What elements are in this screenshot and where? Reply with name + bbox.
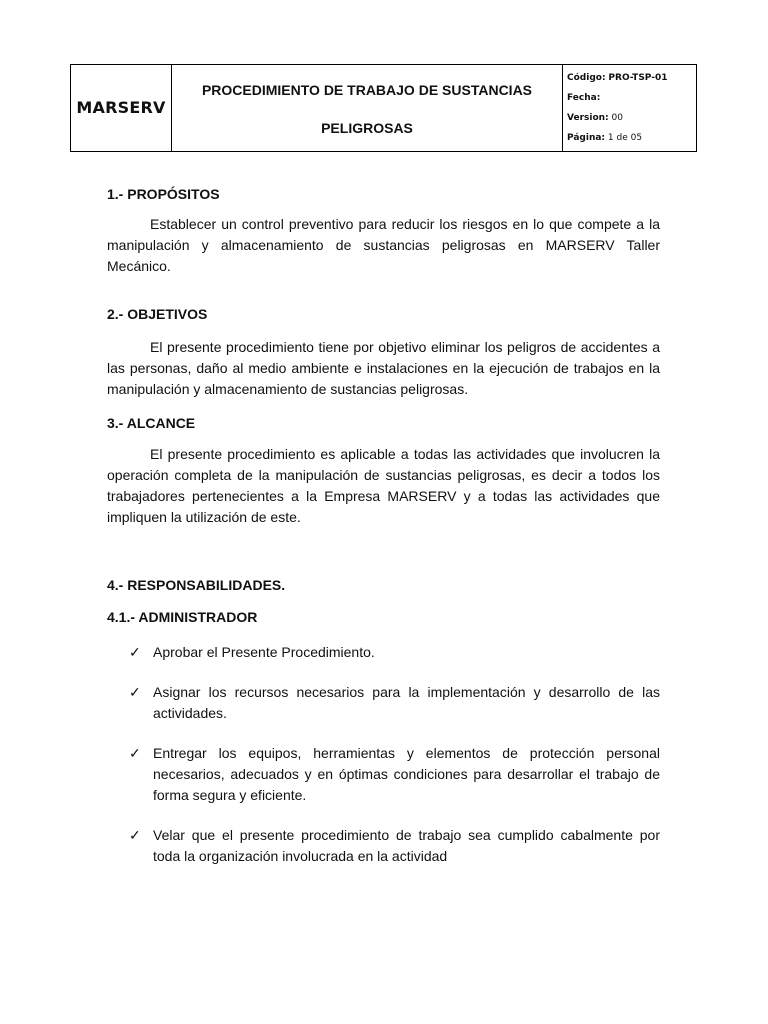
version-label: Version:	[567, 113, 609, 123]
list-item-text: Entregar los equipos, herramientas y elementos de protección personal necesarios, adecuados y en óptimas condiciones para desarrollar el trabajo de forma segura y eficiente.	[153, 745, 660, 803]
date-label: Fecha:	[567, 93, 601, 103]
code-row	[567, 68, 696, 88]
objectives-text: El presente procedimiento tiene por objetivo eliminar los peligros de accidentes a las personas, daño al medio ambiente e instalaciones en la ejecución de trabajos en la manipulación y almacenamiento de sustancias peligrosas.	[107, 339, 660, 397]
scope-heading: 3.- ALCANCE	[107, 415, 196, 431]
scope-text: El presente procedimiento es aplicable a todas las actividades que involucren la operación completa de la manipulación de sustancias peligrosas, es decir a todos los trabajadores pertenecientes a la Empresa MARSERV y a todas las actividades que impliquen la utilización de este.	[107, 446, 660, 525]
purpose-heading: 1.- PROPÓSITOS	[107, 186, 220, 202]
version-value: 00	[611, 113, 623, 123]
page-label: Página:	[567, 133, 606, 143]
checkmark-icon: ✓	[129, 745, 141, 761]
checkmark-icon: ✓	[129, 684, 141, 700]
document-title-line-1: PROCEDIMIENTO DE TRABAJO DE SUSTANCIAS	[201, 82, 533, 98]
title-cell	[172, 65, 563, 152]
list-item-text: Asignar los recursos necesarios para la implementación y desarrollo de las actividades.	[153, 684, 660, 721]
date-row	[567, 88, 696, 108]
administrator-heading: 4.1.- ADMINISTRADOR	[107, 609, 258, 625]
page-row	[567, 128, 696, 148]
page-value: 1 de 05	[607, 133, 643, 143]
objectives-heading: 2.- OBJETIVOS	[107, 306, 208, 322]
checkmark-icon: ✓	[129, 827, 141, 843]
document-header-table	[70, 64, 697, 152]
purpose-text: Establecer un control preventivo para reducir los riesgos en lo que compete a la manipulación y almacenamiento de sustancias peligrosas en MARSERV Taller Mecánico.	[107, 216, 660, 274]
document-title-line-2: PELIGROSAS	[321, 120, 413, 136]
company-name: MARSERV	[76, 98, 166, 117]
meta-cell	[563, 65, 697, 152]
code-label: Código:	[567, 73, 606, 83]
code-value: PRO-TSP-01	[608, 73, 668, 83]
list-item-text: Aprobar el Presente Procedimiento.	[153, 644, 375, 660]
company-cell	[71, 65, 172, 152]
list-item-text: Velar que el presente procedimiento de trabajo sea cumplido cabalmente por toda la organización involucrada en la actividad	[153, 827, 660, 864]
version-row	[567, 108, 696, 128]
checkmark-icon: ✓	[129, 644, 141, 660]
responsibilities-heading: 4.- RESPONSABILIDADES.	[107, 577, 286, 593]
